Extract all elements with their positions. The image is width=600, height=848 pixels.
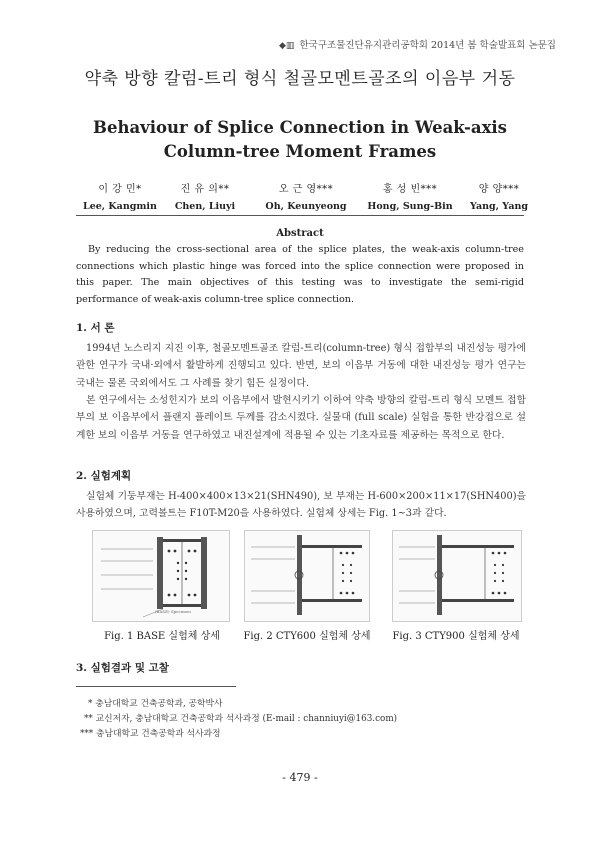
cty600-specimen-drawing: [245, 531, 369, 621]
title-divider: [76, 215, 524, 216]
author-name-en: Oh, Keunyeong: [265, 201, 347, 212]
abstract-body: By reducing the cross-sectional area of the splice plates, the weak-axis column-tree connections which plastic hinge was forced into the splice connection were proposed in this paper. The main objectives of this testing was to investigate the semi-rigid performance of weak-axis column-tree splice connection.: [76, 244, 524, 305]
paper-title-english: Behaviour of Splice Connection in Weak-axis Column-tree Moment Frames: [93, 118, 507, 161]
figure-3-drawing: [392, 530, 522, 622]
author-name-kr: 양 양***: [478, 184, 520, 195]
footnote-divider: [76, 686, 236, 687]
author-5: [458, 180, 540, 212]
author-3: [248, 180, 364, 212]
page-number: - 479 -: [282, 771, 318, 784]
running-header: [279, 37, 556, 51]
author-name-kr: 진 유 의**: [180, 184, 230, 195]
figure-1-drawing: [92, 530, 230, 622]
section-1-title: 1. 서 론: [76, 322, 115, 334]
author-name-en: Yang, Yang: [469, 201, 529, 212]
author-name-en: Lee, Kangmin: [83, 201, 157, 212]
author-name-kr: 오 근 영***: [278, 184, 334, 195]
section-2-title: 2. 실험계획: [76, 470, 132, 482]
author-name-en: Hong, Sung-Bin: [367, 201, 453, 212]
author-1: [68, 180, 172, 212]
footnote-1: * 충남대학교 건축공학과, 공학박사: [88, 699, 223, 709]
cty900-specimen-drawing: [393, 531, 521, 621]
figure-2-drawing: [244, 530, 370, 622]
abstract-heading: Abstract: [276, 228, 324, 239]
section-2-paragraph-1: 실험체 기둥부재는 H-400×400×13×21(SHN490), 보 부재는 H-600×200×11×17(SHN400)을 사용하였으며, 고력볼트는 F10T-M20을 사용하였다. 실험체 상세는 Fig. 1~3과 같다.: [76, 491, 526, 520]
base-specimen-drawing: [93, 531, 229, 621]
author-name-kr: 홍 성 빈***: [382, 184, 438, 195]
running-header-text: 한국구조물진단유지관리공학회 2014년 봄 학술발표회 논문집: [299, 40, 556, 51]
section-1-paragraph-2: 본 연구에서는 소성힌지가 보의 이음부에서 발현시키기 이하여 약축 방향의 칼럼-트리 형식 모멘트 접합부의 보 이음부에서 플랜지 플레이트 두께를 감소시켰다. 실물대 (full scale) 실험을 통한 반강접으로 설계한 보의 이음부 거동을 연구하였고 내진설계에 적용될 수 있는 기초자료를 제공하는 목적으로 한다.: [76, 395, 526, 441]
footnote-3: *** 충남대학교 건축공학과 석사과정: [80, 729, 221, 739]
figure-3-caption: Fig. 3 CTY900 실험체 상세: [392, 631, 520, 642]
footnote-2: ** 교신저자, 충남대학교 건축공학과 석사과정 (E-mail : channiuyi@163.com): [84, 714, 398, 724]
section-1-paragraph-1: 1994년 노스리지 지진 이후, 철골모멘트골조 칼럼-트리(column-tree) 형식 접합부의 내진성능 평가에 관한 연구가 국내·외에서 활발하게 진행되고 있다. 반면, 보의 이음부 거동에 대한 내진성능 평가 연구는 국내는 물론 국외에서도 그 사례를 찾기 힘든 실정이다.: [76, 343, 526, 389]
paper-title-korean: 약축 방향 칼럼-트리 형식 철골모멘트골조의 이음부 거동: [84, 69, 516, 89]
author-name-en: Chen, Liuyi: [174, 201, 236, 212]
figure-2-caption: Fig. 2 CTY600 실험체 상세: [243, 631, 371, 642]
figure-1-caption: Fig. 1 BASE 실험체 상세: [104, 631, 220, 642]
author-name-kr: 이 강 민*: [98, 184, 142, 195]
section-3-title: 3. 실험결과 및 고찰: [76, 662, 169, 674]
figure-1-label: (BASE) Specimen: [155, 609, 191, 614]
diamond-icon: ◆▥: [279, 41, 295, 51]
author-4: [356, 180, 464, 212]
author-2: [160, 180, 250, 212]
